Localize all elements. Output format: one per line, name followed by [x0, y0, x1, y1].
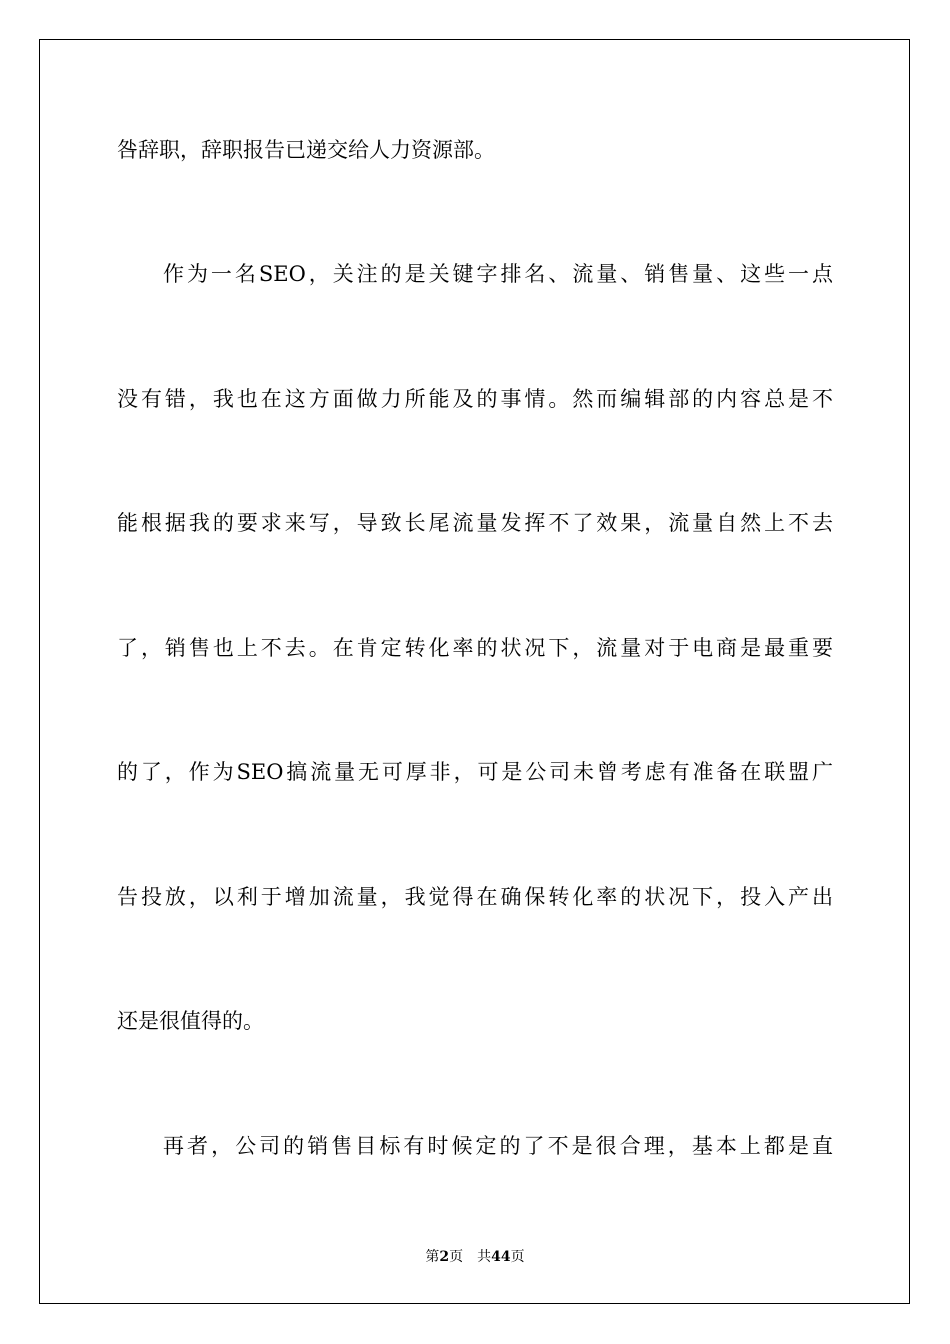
paragraph-line: 告投放，以利于增加流量，我觉得在确保转化率的状况下，投入产出: [117, 885, 833, 909]
paragraph-line: 的了，作为SEO搞流量无可厚非，可是公司未曾考虑有准备在联盟广: [117, 760, 833, 784]
page-footer: [0, 1247, 950, 1267]
paragraph-line: 再者，公司的销售目标有时候定的了不是很合理，基本上都是直: [163, 1134, 833, 1158]
page-number: 2: [439, 1249, 450, 1265]
paragraph-line: 了，销售也上不去。在肯定转化率的状况下，流量对于电商是最重要: [117, 636, 833, 660]
paragraph-line: 还是很值得的。: [117, 1009, 264, 1033]
page-label-prefix: 第: [425, 1249, 440, 1265]
total-pages: 44: [491, 1249, 511, 1265]
page-label-suffix: 页: [449, 1249, 464, 1265]
total-label-prefix: 共: [477, 1249, 492, 1265]
total-label-suffix: 页: [510, 1249, 525, 1265]
paragraph-line: 能根据我的要求来写，导致长尾流量发挥不了效果，流量自然上不去: [117, 511, 833, 535]
paragraph-line: 咎辞职，辞职报告已递交给人力资源部。: [117, 138, 495, 162]
page-border: [39, 39, 910, 1304]
paragraph-line: 作为一名SEO，关注的是关键字排名、流量、销售量、这些一点: [163, 262, 833, 286]
paragraph-line: 没有错，我也在这方面做力所能及的事情。然而编辑部的内容总是不: [117, 387, 833, 411]
